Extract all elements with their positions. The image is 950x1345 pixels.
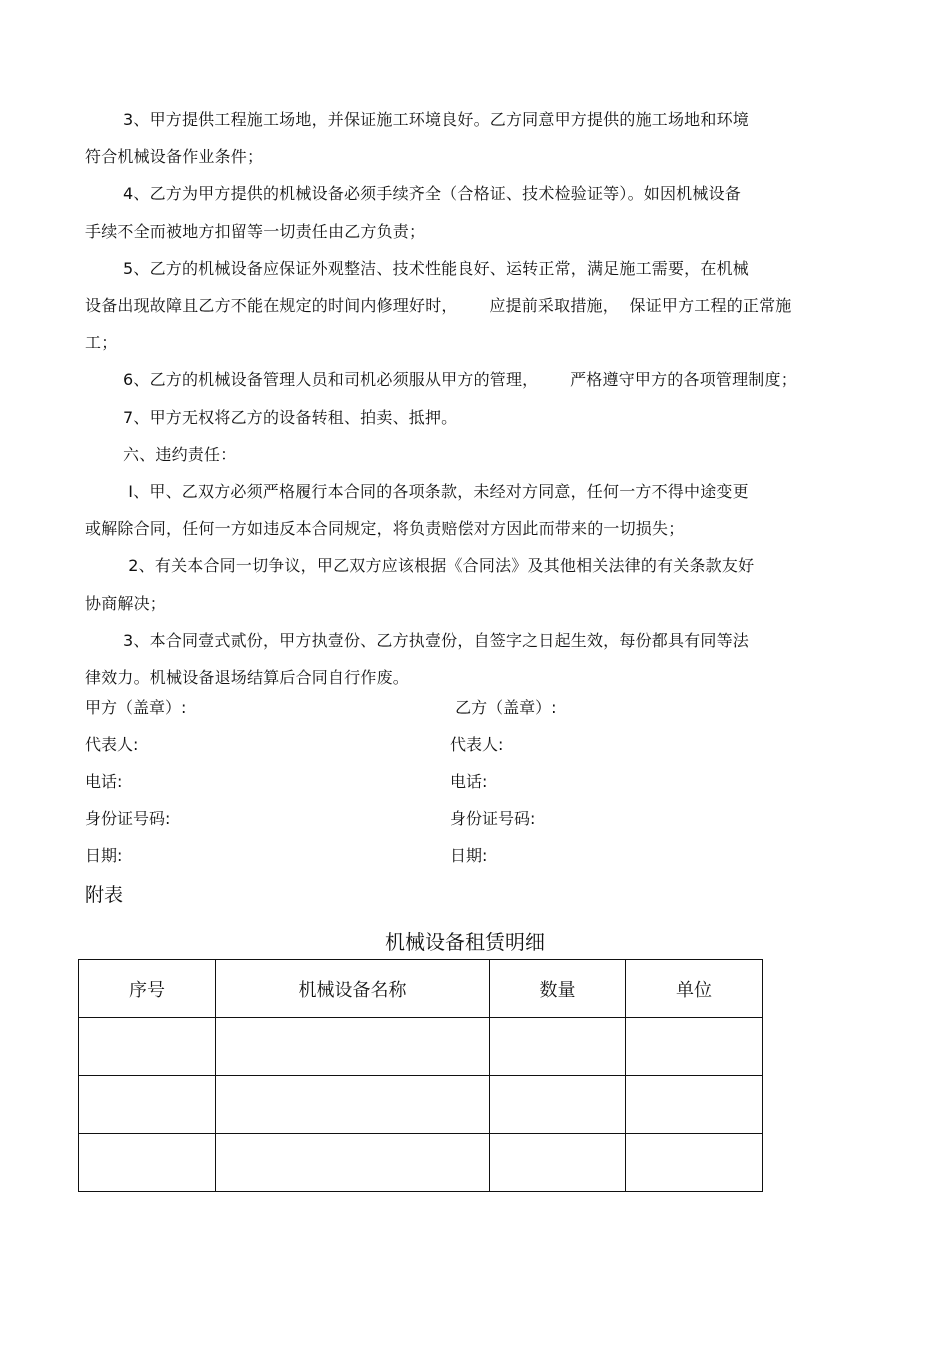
table-cell <box>626 1076 763 1134</box>
contract-text-line: 律效力。机械设备退场结算后合同自行作废。 <box>85 668 410 687</box>
header-equipment-name: 机械设备名称 <box>216 960 490 1018</box>
contract-text-line: 六、违约责任： <box>123 445 237 464</box>
contract-text-line: 协商解决； <box>85 594 167 613</box>
table-cell <box>79 1134 216 1192</box>
party-a-signature-field: 电话: <box>85 772 123 791</box>
header-index: 序号 <box>79 960 216 1018</box>
contract-text-line: 设备出现故障且乙方不能在规定的时间内修理好时， 应提前采取措施， 保证甲方工程的正常施 <box>85 296 792 315</box>
table-cell <box>626 1134 763 1192</box>
table-row <box>79 1076 763 1134</box>
party-a-signature-field: 甲方（盖章）: <box>85 698 187 717</box>
contract-text-line: 工； <box>85 333 118 352</box>
table-cell <box>216 1076 490 1134</box>
party-b-signature-field: 电话: <box>450 772 488 791</box>
header-quantity: 数量 <box>490 960 626 1018</box>
contract-text-line: 7、甲方无权将乙方的设备转租、拍卖、抵押。 <box>123 408 458 427</box>
contract-text-line: 6、乙方的机械设备管理人员和司机必须服从甲方的管理， 严格遵守甲方的各项管理制度； <box>123 370 797 389</box>
table-cell <box>490 1018 626 1076</box>
contract-text-line: I、甲、乙双方必须严格履行本合同的各项条款，未经对方同意，任何一方不得中途变更 <box>123 482 749 501</box>
table-cell <box>490 1076 626 1134</box>
party-a-signature-field: 身份证号码: <box>85 809 171 828</box>
table-cell <box>626 1018 763 1076</box>
rental-details-table <box>78 959 763 1192</box>
contract-text-line: 或解除合同，任何一方如违反本合同规定，将负责赔偿对方因此而带来的一切损失； <box>85 519 685 538</box>
table-cell <box>216 1134 490 1192</box>
party-b-signature-field: 代表人: <box>450 735 504 754</box>
table-row <box>79 1134 763 1192</box>
contract-text-line: 5、乙方的机械设备应保证外观整洁、技术性能良好、运转正常，满足施工需要，在机械 <box>123 259 749 278</box>
contract-text-line: 2、有关本合同一切争议，甲乙双方应该根据《合同法》及其他相关法律的有关条款友好 <box>123 556 755 575</box>
table-cell <box>490 1134 626 1192</box>
party-a-signature-field: 代表人: <box>85 735 139 754</box>
appendix-label: 附表 <box>85 884 124 906</box>
party-b-signature-field: 身份证号码: <box>450 809 536 828</box>
contract-text-line: 符合机械设备作业条件； <box>85 147 264 166</box>
party-b-signature-field: 日期: <box>450 846 488 865</box>
contract-text-line: 4、乙方为甲方提供的机械设备必须手续齐全（合格证、技术检验证等）。如因机械设备 <box>123 184 741 203</box>
table-title: 机械设备租赁明细 <box>385 930 545 954</box>
table-row <box>79 1018 763 1076</box>
header-unit: 单位 <box>626 960 763 1018</box>
contract-text-line: 3、甲方提供工程施工场地，并保证施工环境良好。乙方同意甲方提供的施工场地和环境 <box>123 110 749 129</box>
table-header-row <box>79 960 763 1018</box>
table-cell <box>216 1018 490 1076</box>
party-a-signature-field: 日期: <box>85 846 123 865</box>
table-cell <box>79 1018 216 1076</box>
party-b-signature-field: 乙方（盖章）: <box>450 698 557 717</box>
table-cell <box>79 1076 216 1134</box>
contract-text-line: 手续不全而被地方扣留等一切责任由乙方负责； <box>85 222 426 241</box>
contract-text-line: 3、本合同壹式贰份，甲方执壹份、乙方执壹份，自签字之日起生效，每份都具有同等法 <box>123 631 749 650</box>
